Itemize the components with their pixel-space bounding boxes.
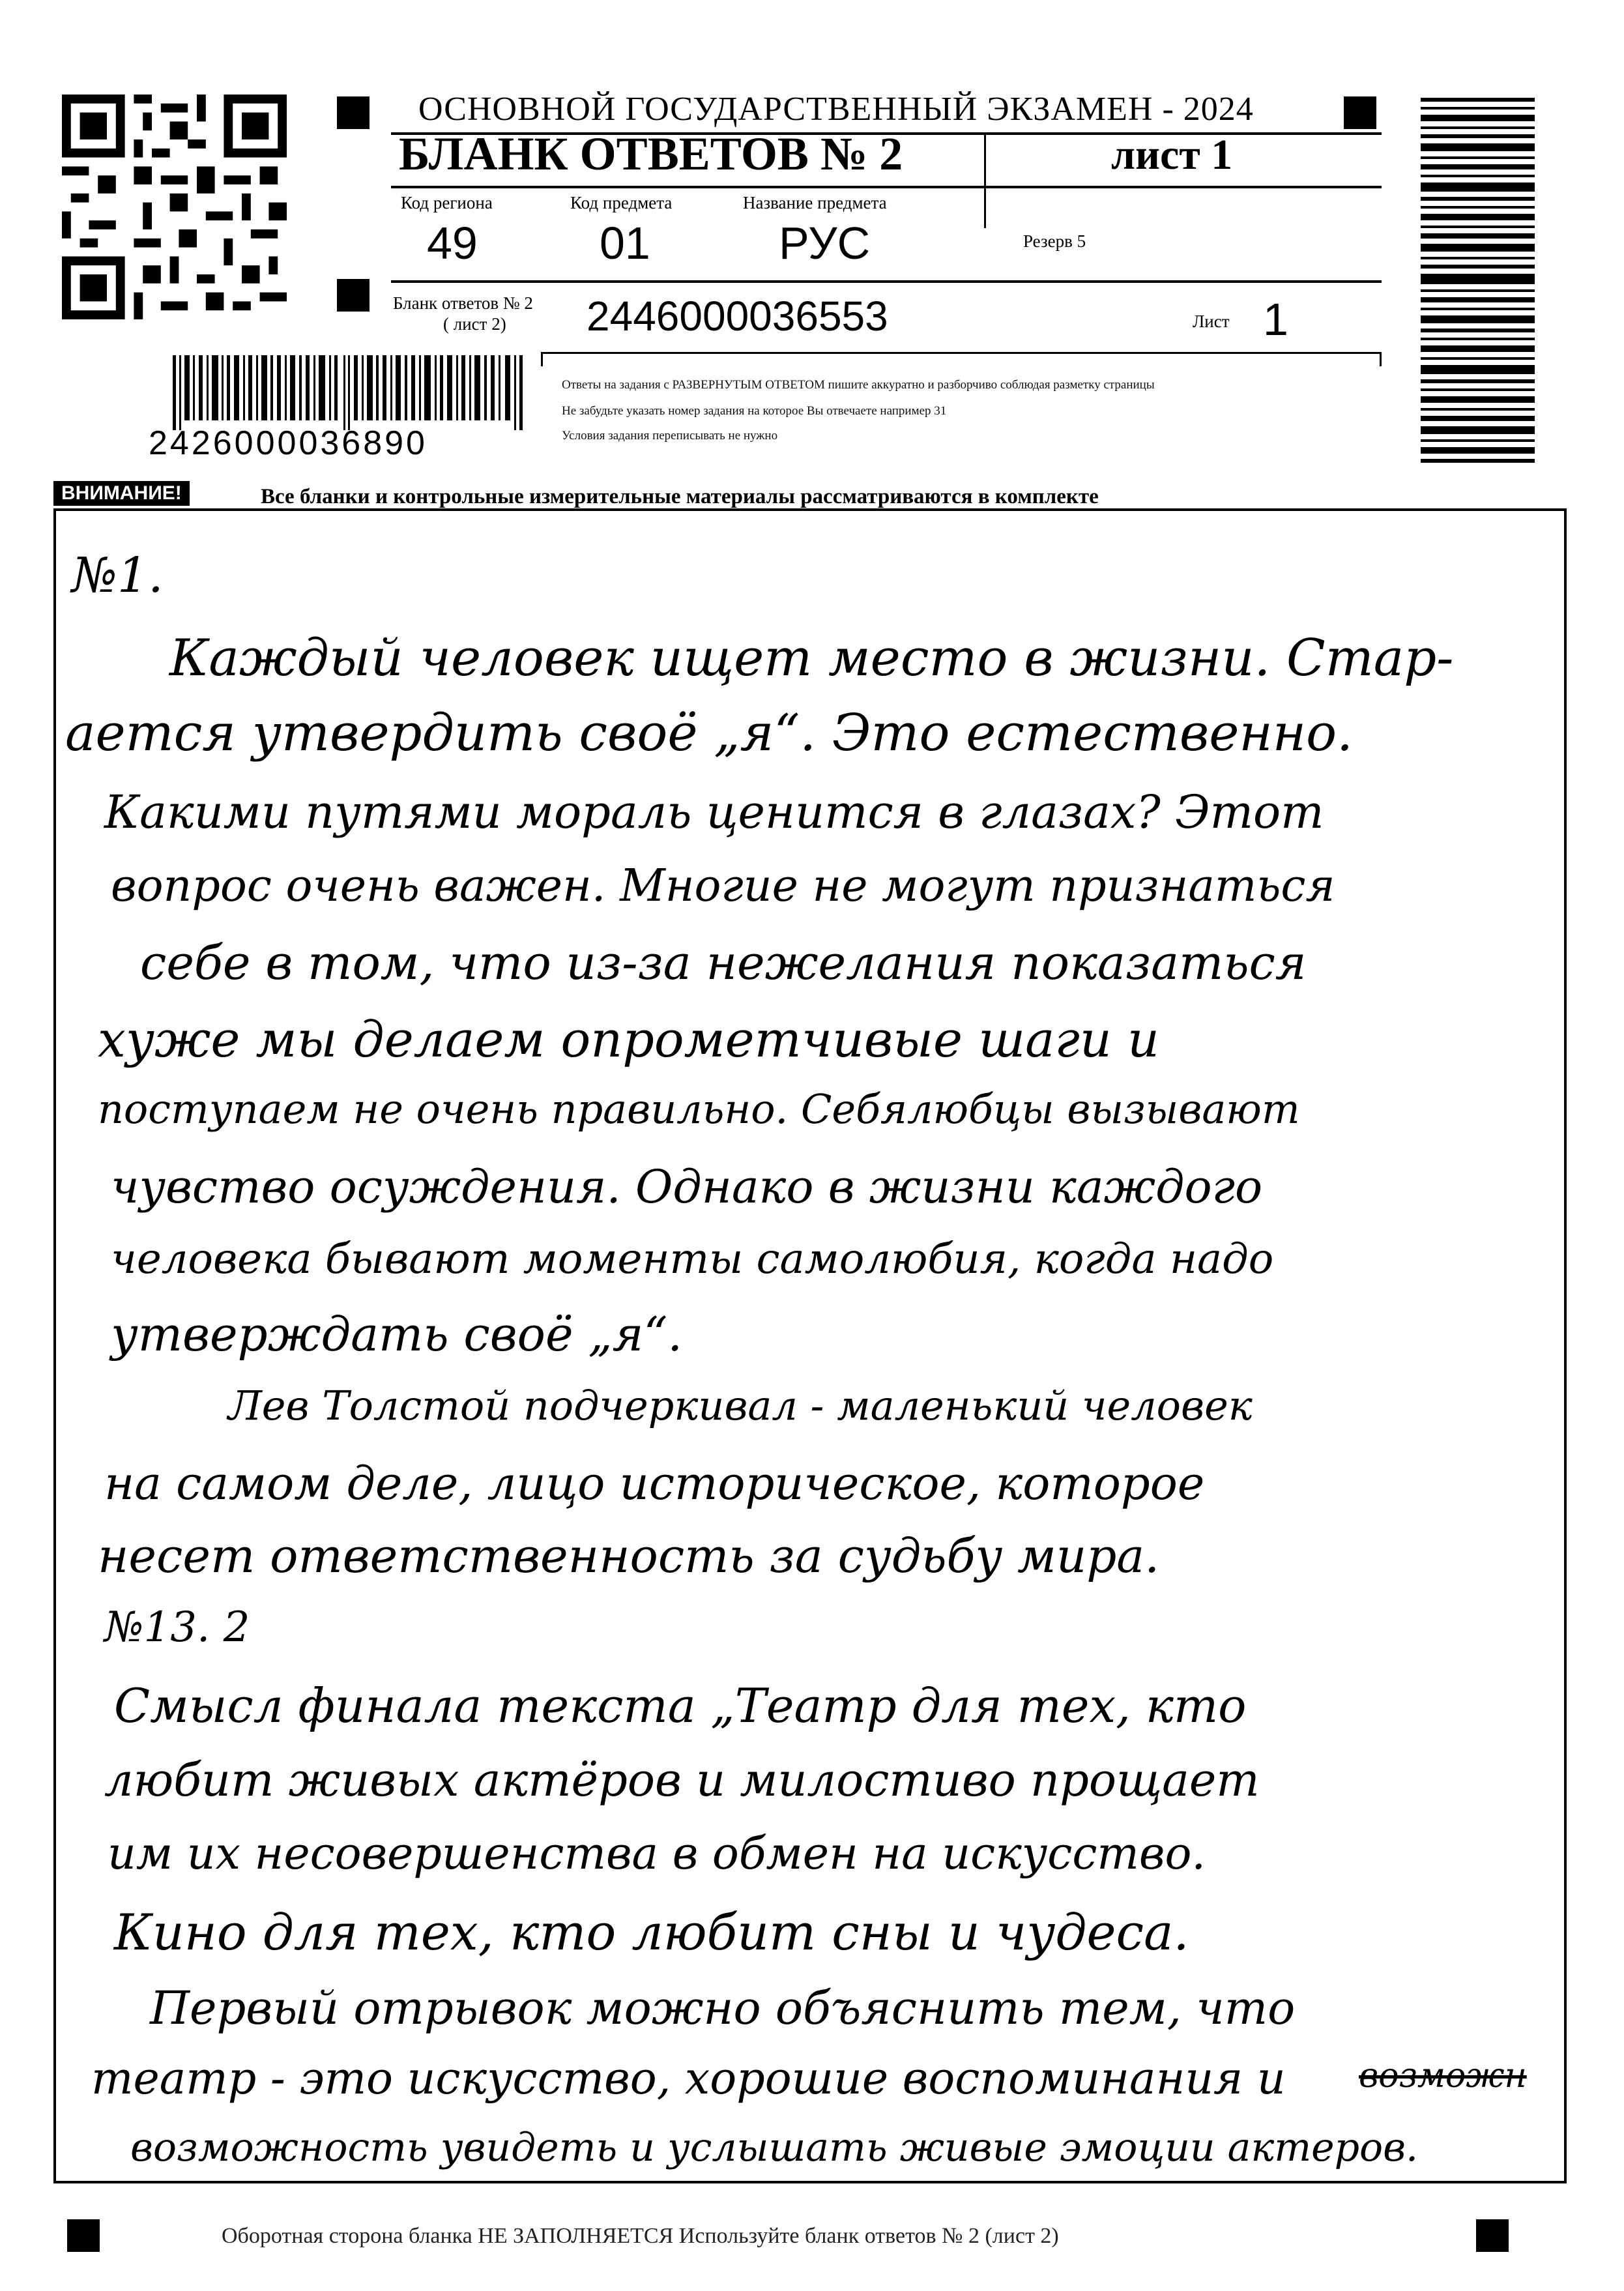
answer-line: Какими путями мораль ценится в глазах? Этот xyxy=(104,785,1324,839)
answer-line: хуже мы делаем опрометчивые шаги и xyxy=(98,1010,1159,1068)
struck-word: возможн xyxy=(1359,2056,1527,2095)
barcode-number: 2426000036890 xyxy=(149,424,428,462)
header-rule-lower xyxy=(391,280,1382,283)
serial-number: 2446000036553 xyxy=(587,293,888,340)
corner-marker-top-right xyxy=(1344,96,1376,129)
answer-line: чувство осуждения. Однако в жизни каждого xyxy=(111,1160,1263,1214)
answer-line: несет ответственность за судьбу мира. xyxy=(98,1528,1160,1583)
subject-name-value: РУС xyxy=(779,218,871,269)
corner-marker-mid-left xyxy=(337,279,370,312)
answer-line: Каждый человек ищет место в жизни. Стар- xyxy=(169,629,1454,688)
corner-marker-bottom-right xyxy=(1476,2219,1509,2252)
answer-line: себе в том, что из-за нежелания показаться xyxy=(140,935,1307,990)
answer-line: ается утвердить своё „я“. Это естественно. xyxy=(65,704,1353,763)
subject-code-label: Код предмета xyxy=(570,193,673,212)
answer-line: №1. xyxy=(72,547,164,604)
answer-line: утверждать своё „я“. xyxy=(111,1307,683,1362)
subject-code-value: 01 xyxy=(600,218,650,269)
instruction-2: Не забудьте указать номер задания на которое Вы отвечаете например 31 xyxy=(562,404,947,418)
attention-badge: ВНИМАНИЕ! xyxy=(53,481,190,506)
sheet-word: Лист xyxy=(1193,312,1230,331)
region-value: 49 xyxy=(427,218,478,269)
answer-line: Первый отрывок можно объяснить тем, что xyxy=(150,1981,1296,2035)
answer-line: Смысл финала текста „Театр для тех, кто xyxy=(114,1678,1247,1733)
exam-title: ОСНОВНОЙ ГОСУДАРСТВЕННЫЙ ЭКЗАМЕН - 2024 xyxy=(418,91,1254,128)
form-barcode xyxy=(173,355,525,430)
answer-line: №13. 2 xyxy=(104,1603,250,1652)
answer-line: человека бывают моменты самолюбия, когда надо xyxy=(111,1235,1274,1283)
form-title: БЛАНК ОТВЕТОВ № 2 xyxy=(399,128,903,180)
answer-line: Кино для тех, кто любит сны и чудеса. xyxy=(114,1903,1189,1961)
qr-code xyxy=(62,95,287,319)
instruction-3: Условия задания переписывать не нужно xyxy=(562,429,778,443)
reserve-label: Резерв 5 xyxy=(1023,231,1086,251)
answer-line: Лев Толстой подчеркивал - маленький человек xyxy=(228,1382,1253,1429)
subject-name-label: Название предмета xyxy=(743,193,887,212)
region-label: Код региона xyxy=(401,193,493,212)
header-rule-mid xyxy=(391,186,1382,188)
next-form-label: Бланк ответов № 2 xyxy=(393,293,533,313)
instructions-rule-left xyxy=(541,352,543,366)
instruction-1: Ответы на задания с РАЗВЕРНУТЫМ ОТВЕТОМ пишите аккуратно и разборчиво соблюдая разметку страницы xyxy=(562,378,1155,392)
corner-marker-bottom-left xyxy=(67,2219,100,2252)
answer-line: поступаем не очень правильно. Себялюбцы вызывают xyxy=(98,1085,1300,1133)
answer-line: им их несовершенства в обмен на искусство. xyxy=(108,1828,1206,1880)
instructions-rule-top xyxy=(541,352,1382,354)
instructions-rule-right xyxy=(1380,352,1382,366)
sheet-number: 1 xyxy=(1263,294,1288,345)
answer-line: любит живых актёров и милостиво прощает xyxy=(104,1753,1260,1807)
footer-note: Оборотная сторона бланка НЕ ЗАПОЛНЯЕТСЯ Используйте бланк ответов № 2 (лист 2) xyxy=(222,2224,1059,2248)
answer-line: театр - это искусство, хорошие воспоминания и xyxy=(91,2053,1286,2105)
answer-line: на самом деле, лицо историческое, которое xyxy=(104,1457,1205,1510)
corner-marker-top-left xyxy=(337,96,370,129)
sheet-label: лист 1 xyxy=(1111,131,1233,179)
answer-line: возможность увидеть и услышать живые эмоции актеров. xyxy=(130,2125,1419,2170)
attention-text: Все бланки и контрольные измерительные материалы рассматриваются в комплекте xyxy=(261,485,1099,508)
next-form-sheet: ( лист 2) xyxy=(443,314,506,334)
answer-line: вопрос очень важен. Многие не могут признаться xyxy=(111,860,1335,912)
header-divider xyxy=(984,134,986,228)
side-barcode xyxy=(1421,98,1535,469)
